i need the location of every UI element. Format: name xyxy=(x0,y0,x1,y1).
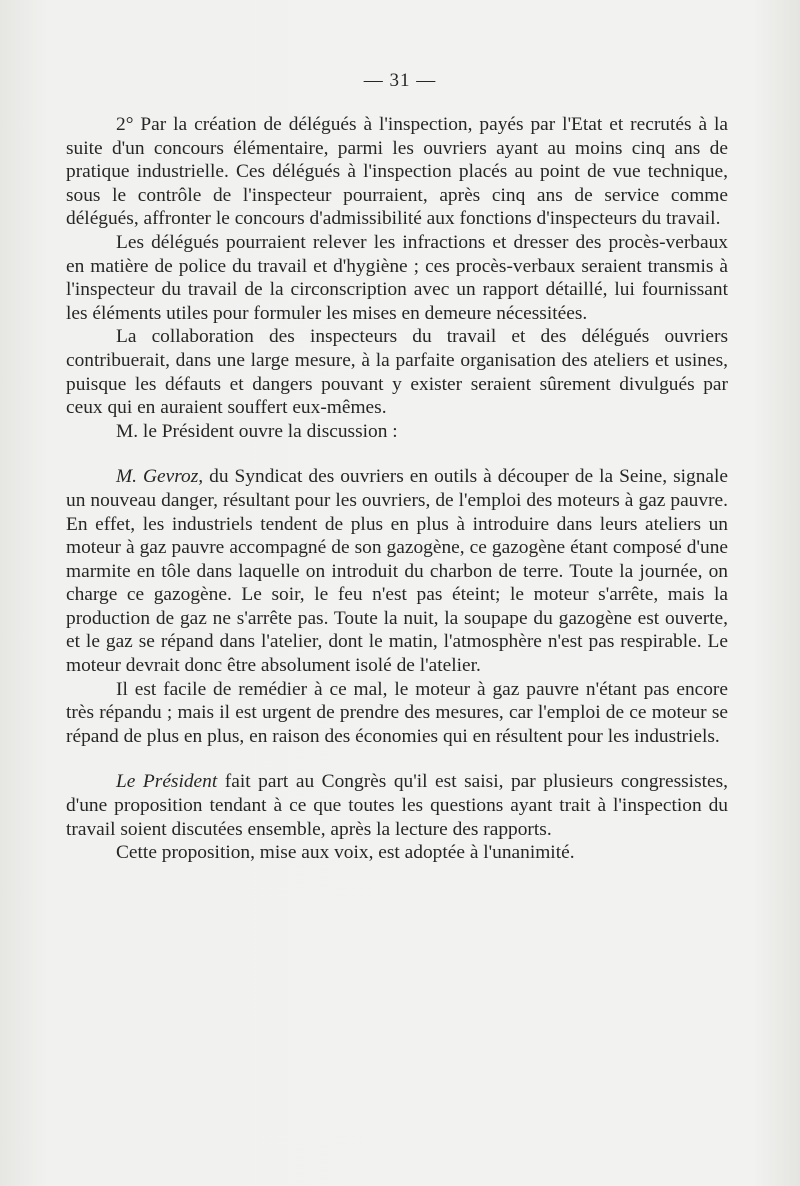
paragraph-president xyxy=(66,770,728,841)
paragraph-vote: Cette proposition, mise aux voix, est adoptée à l'unanimité. xyxy=(116,842,575,864)
speaker-president: Le Président xyxy=(116,771,218,793)
paragraph-delegates-powers: Les délégués pourraient relever les infractions et dresser des procès-verbaux en matière de police du travail et d'hygiène ; ces procès-verbaux seraient transmis à l'inspecteur du travail de la circonscription avec un rapport détaillé, lui fournissant les éléments utiles pour formuler les mises en demeure nécessitées. xyxy=(66,231,728,324)
page-number: — 31 — xyxy=(363,70,437,91)
paragraph-discussion-open: M. le Président ouvre la discussion : xyxy=(116,420,398,442)
paragraph-gevroz xyxy=(66,465,728,677)
page-body xyxy=(66,113,728,865)
paragraph-delegates-creation: 2° Par la création de délégués à l'inspection, payés par l'Etat et recrutés à la suite d'un concours élémentaire, parmi les ouvriers ayant au moins cinq ans de pratique industrielle. Ces délégués à l'inspection placés au point de vue technique, sous le contrôle de l'inspecteur pourraient, après cinq ans de service comme délégués, affronter le concours d'admissibilité aux fonctions d'inspecteurs du travail. xyxy=(66,114,728,230)
paragraph-collaboration: La collaboration des inspecteurs du travail et des délégués ouvriers contribuerait, dans une large mesure, à la parfaite organisation des ateliers et usines, puisque les défauts et dangers pouvant y exister seraient sûrement divulgués par ceux qui en auraient souffert eux-mêmes. xyxy=(66,326,728,419)
paragraph-remedy: Il est facile de remédier à ce mal, le moteur à gaz pauvre n'étant pas encore très répandu ; mais il est urgent de prendre des mesures, car l'emploi de ce moteur se répand de plus en plus, en raison des économies qui en résultent pour les industriels. xyxy=(66,678,728,747)
president-text: fait part au Congrès qu'il est saisi, par plusieurs congressistes, d'une proposition tendant à ce que toutes les questions ayant trait à l'inspection du travail soient discutées ensemble, après la lecture des rapports. xyxy=(66,771,728,840)
gevroz-text: du Syndicat des ouvriers en outils à découper de la Seine, signale un nouveau danger, résultant pour les ouvriers, de l'emploi des moteurs à gaz pauvre. En effet, les industriels tendent de plus en plus à introduire dans leurs ateliers un moteur à gaz pauvre accompagné de son gazogène, ce gazogène étant composé d'une marmite en tôle dans laquelle on introduit du charbon de terre. Toute la journée, on charge ce gazogène. Le soir, le feu n'est pas éteint; le moteur s'arrête, mais la production de gaz ne s'arrête pas. Toute la nuit, la soupape du gazogène est ouverte, et le gaz se répand dans l'atelier, dont le matin, l'atmosphère n'est pas respirable. Le moteur devrait donc être absolument isolé de l'atelier. xyxy=(66,466,728,677)
speaker-gevroz: M. Gevroz, xyxy=(116,466,204,488)
